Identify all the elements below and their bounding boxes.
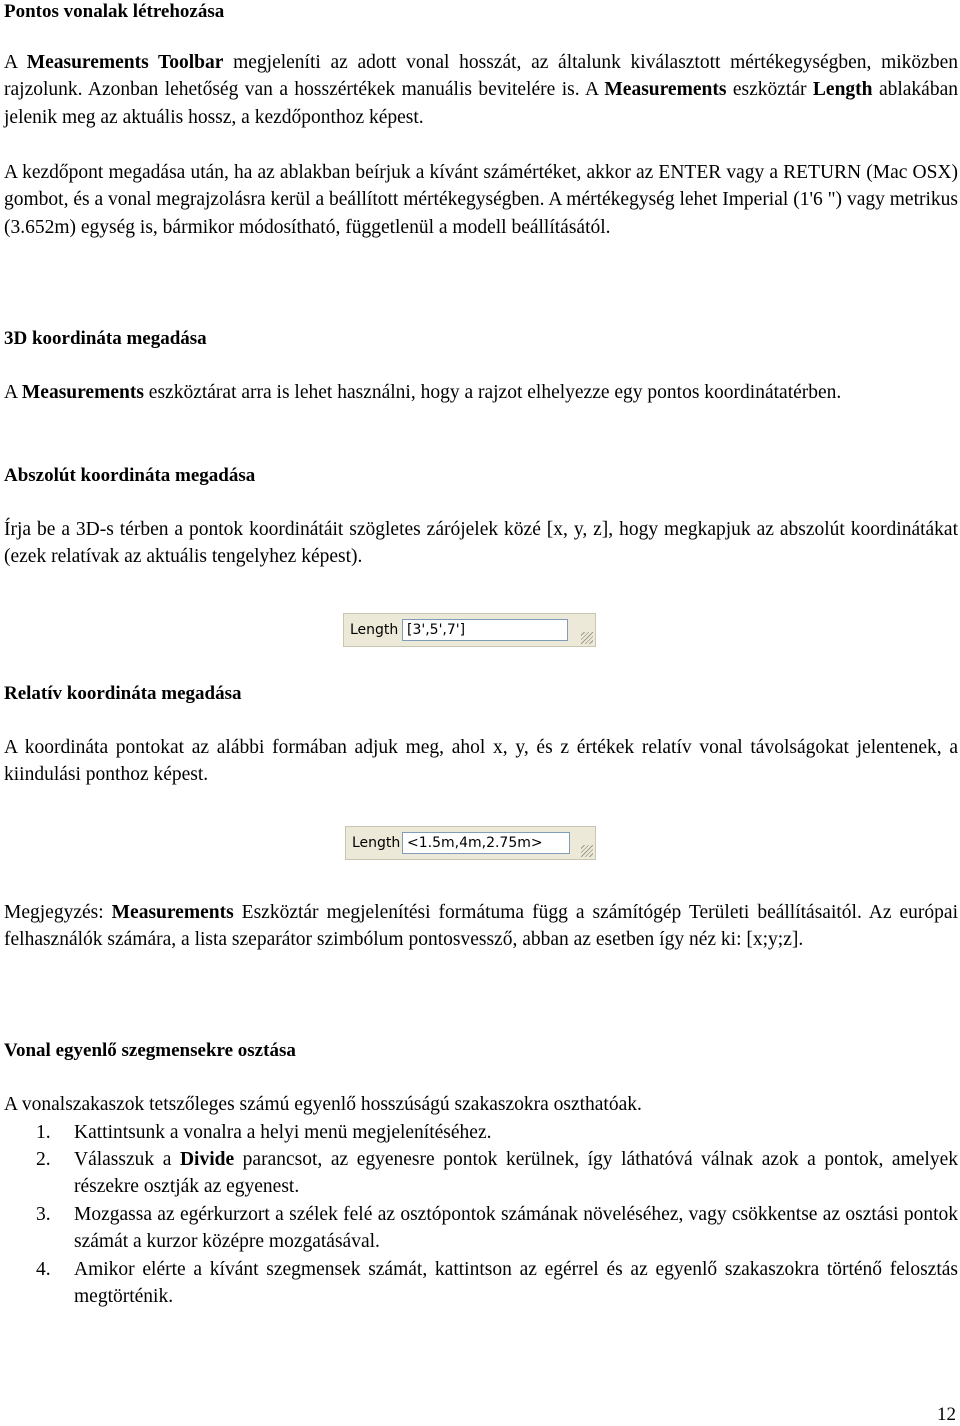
paragraph-start-point: A kezdőpont megadása után, ha az ablakban beírjuk a kívánt számértéket, akkor az ENTER vagy a RETURN (Mac OSX) gombot, és a vonal megrajzolásra kerül a beállított mértékegységben. A mértékegység lehet Imperial (1'6 ") vagy metrikus (3.652m) egység is, bármikor módosítható, függetlenül a modell beállításától.: [4, 162, 958, 238]
bold-term: Measurements Toolbar: [26, 52, 224, 73]
text: parancsot, az egyenesre pontok kerülnek, így láthatóvá válnak azok a pontok, amelyek részekre osztják az egyenest.: [74, 1149, 958, 1198]
list-number: 4.: [36, 1259, 51, 1280]
resize-grip-icon[interactable]: [581, 845, 593, 857]
text: A: [4, 52, 27, 73]
list-text: Kattintsunk a vonalra a helyi menü megjelenítéséhez.: [74, 1122, 492, 1143]
list-number: 1.: [36, 1122, 51, 1143]
text: megjeleníti az adott vonal hosszát, az általunk kiválasztott mértékegységben, miközben rajzolunk. Azonban lehetőség van a hosszértékek manuális bevitelére is. A: [4, 52, 958, 101]
heading-absolute-coordinates: Abszolút koordináta megadása: [4, 465, 256, 486]
list-text: Amikor elérte a kívánt szegmensek számát, kattintson az egérrel és az egyenlő szakaszokra történő felosztás megtörténik.: [74, 1259, 958, 1308]
text: ablakában jelenik meg az aktuális hossz, a kezdőponthoz képest.: [4, 79, 958, 128]
paragraph-note: [4, 899, 958, 954]
list-number: 2.: [36, 1149, 51, 1170]
paragraph-relative-coordinates: A koordináta pontokat az alábbi formában adjuk meg, ahol x, y, és z értékek relatív vonal távolságokat jelentenek, a kiindulási ponthoz képest.: [4, 737, 958, 786]
heading-3d-coordinates: 3D koordináta megadása: [4, 328, 207, 349]
page-number: 12: [937, 1404, 956, 1425]
text: Megjegyzés:: [4, 902, 112, 923]
bold-term: Measurements: [111, 902, 234, 923]
heading-divide-segments: Vonal egyenlő szegmensekre osztása: [4, 1040, 296, 1061]
paragraph-3d-coordinates: [4, 379, 958, 406]
paragraph-measurements-toolbar: [4, 49, 958, 131]
heading-relative-coordinates: Relatív koordináta megadása: [4, 683, 242, 704]
bold-term: Divide: [179, 1149, 235, 1170]
paragraph-absolute-coordinates: Írja be a 3D-s térben a pontok koordinátáit szögletes zárójelek közé [x, y, z], hogy megkapjuk az abszolút koordinátákat (ezek relatívak az aktuális tengelyhez képest).: [4, 519, 958, 568]
list-text: Mozgassa az egérkurzort a szélek felé az osztópontok számának növeléséhez, vagy csökkentse az osztási pontok számát a kurzor középre mozgatásával.: [74, 1204, 958, 1253]
text: eszköztárat arra is lehet használni, hogy a rajzot elhelyezze egy pontos koordinátatérben.: [143, 382, 842, 403]
bold-term: Measurements: [21, 382, 144, 403]
text: Válasszuk a: [74, 1149, 180, 1170]
length-label: Length: [350, 622, 399, 638]
measurements-toolbar-relative: [345, 826, 596, 860]
bold-term: Measurements: [604, 79, 727, 101]
length-label: Length: [352, 835, 401, 851]
text: eszköztár: [726, 79, 813, 101]
text: A: [4, 382, 22, 403]
list-text: [74, 1146, 958, 1201]
heading-precise-lines: Pontos vonalak létrehozása: [4, 1, 225, 22]
measurements-toolbar-absolute: [343, 613, 596, 647]
bold-term: Length: [812, 79, 873, 101]
length-input[interactable]: [3',5',7']: [402, 619, 568, 641]
list-number: 3.: [36, 1204, 51, 1225]
resize-grip-icon[interactable]: [581, 632, 593, 644]
paragraph-divide-segments: A vonalszakaszok tetszőleges számú egyenlő hosszúságú szakaszokra oszthatóak.: [4, 1094, 642, 1115]
text: Eszköztár megjelenítési formátuma függ a számítógép Területi beállításaitól. Az európai felhasználók számára, a lista szeparátor szimbólum pontosvessző, abban az esetben így néz ki: [x;y;z].: [4, 902, 958, 951]
length-input[interactable]: <1.5m,4m,2.75m>: [402, 832, 570, 854]
